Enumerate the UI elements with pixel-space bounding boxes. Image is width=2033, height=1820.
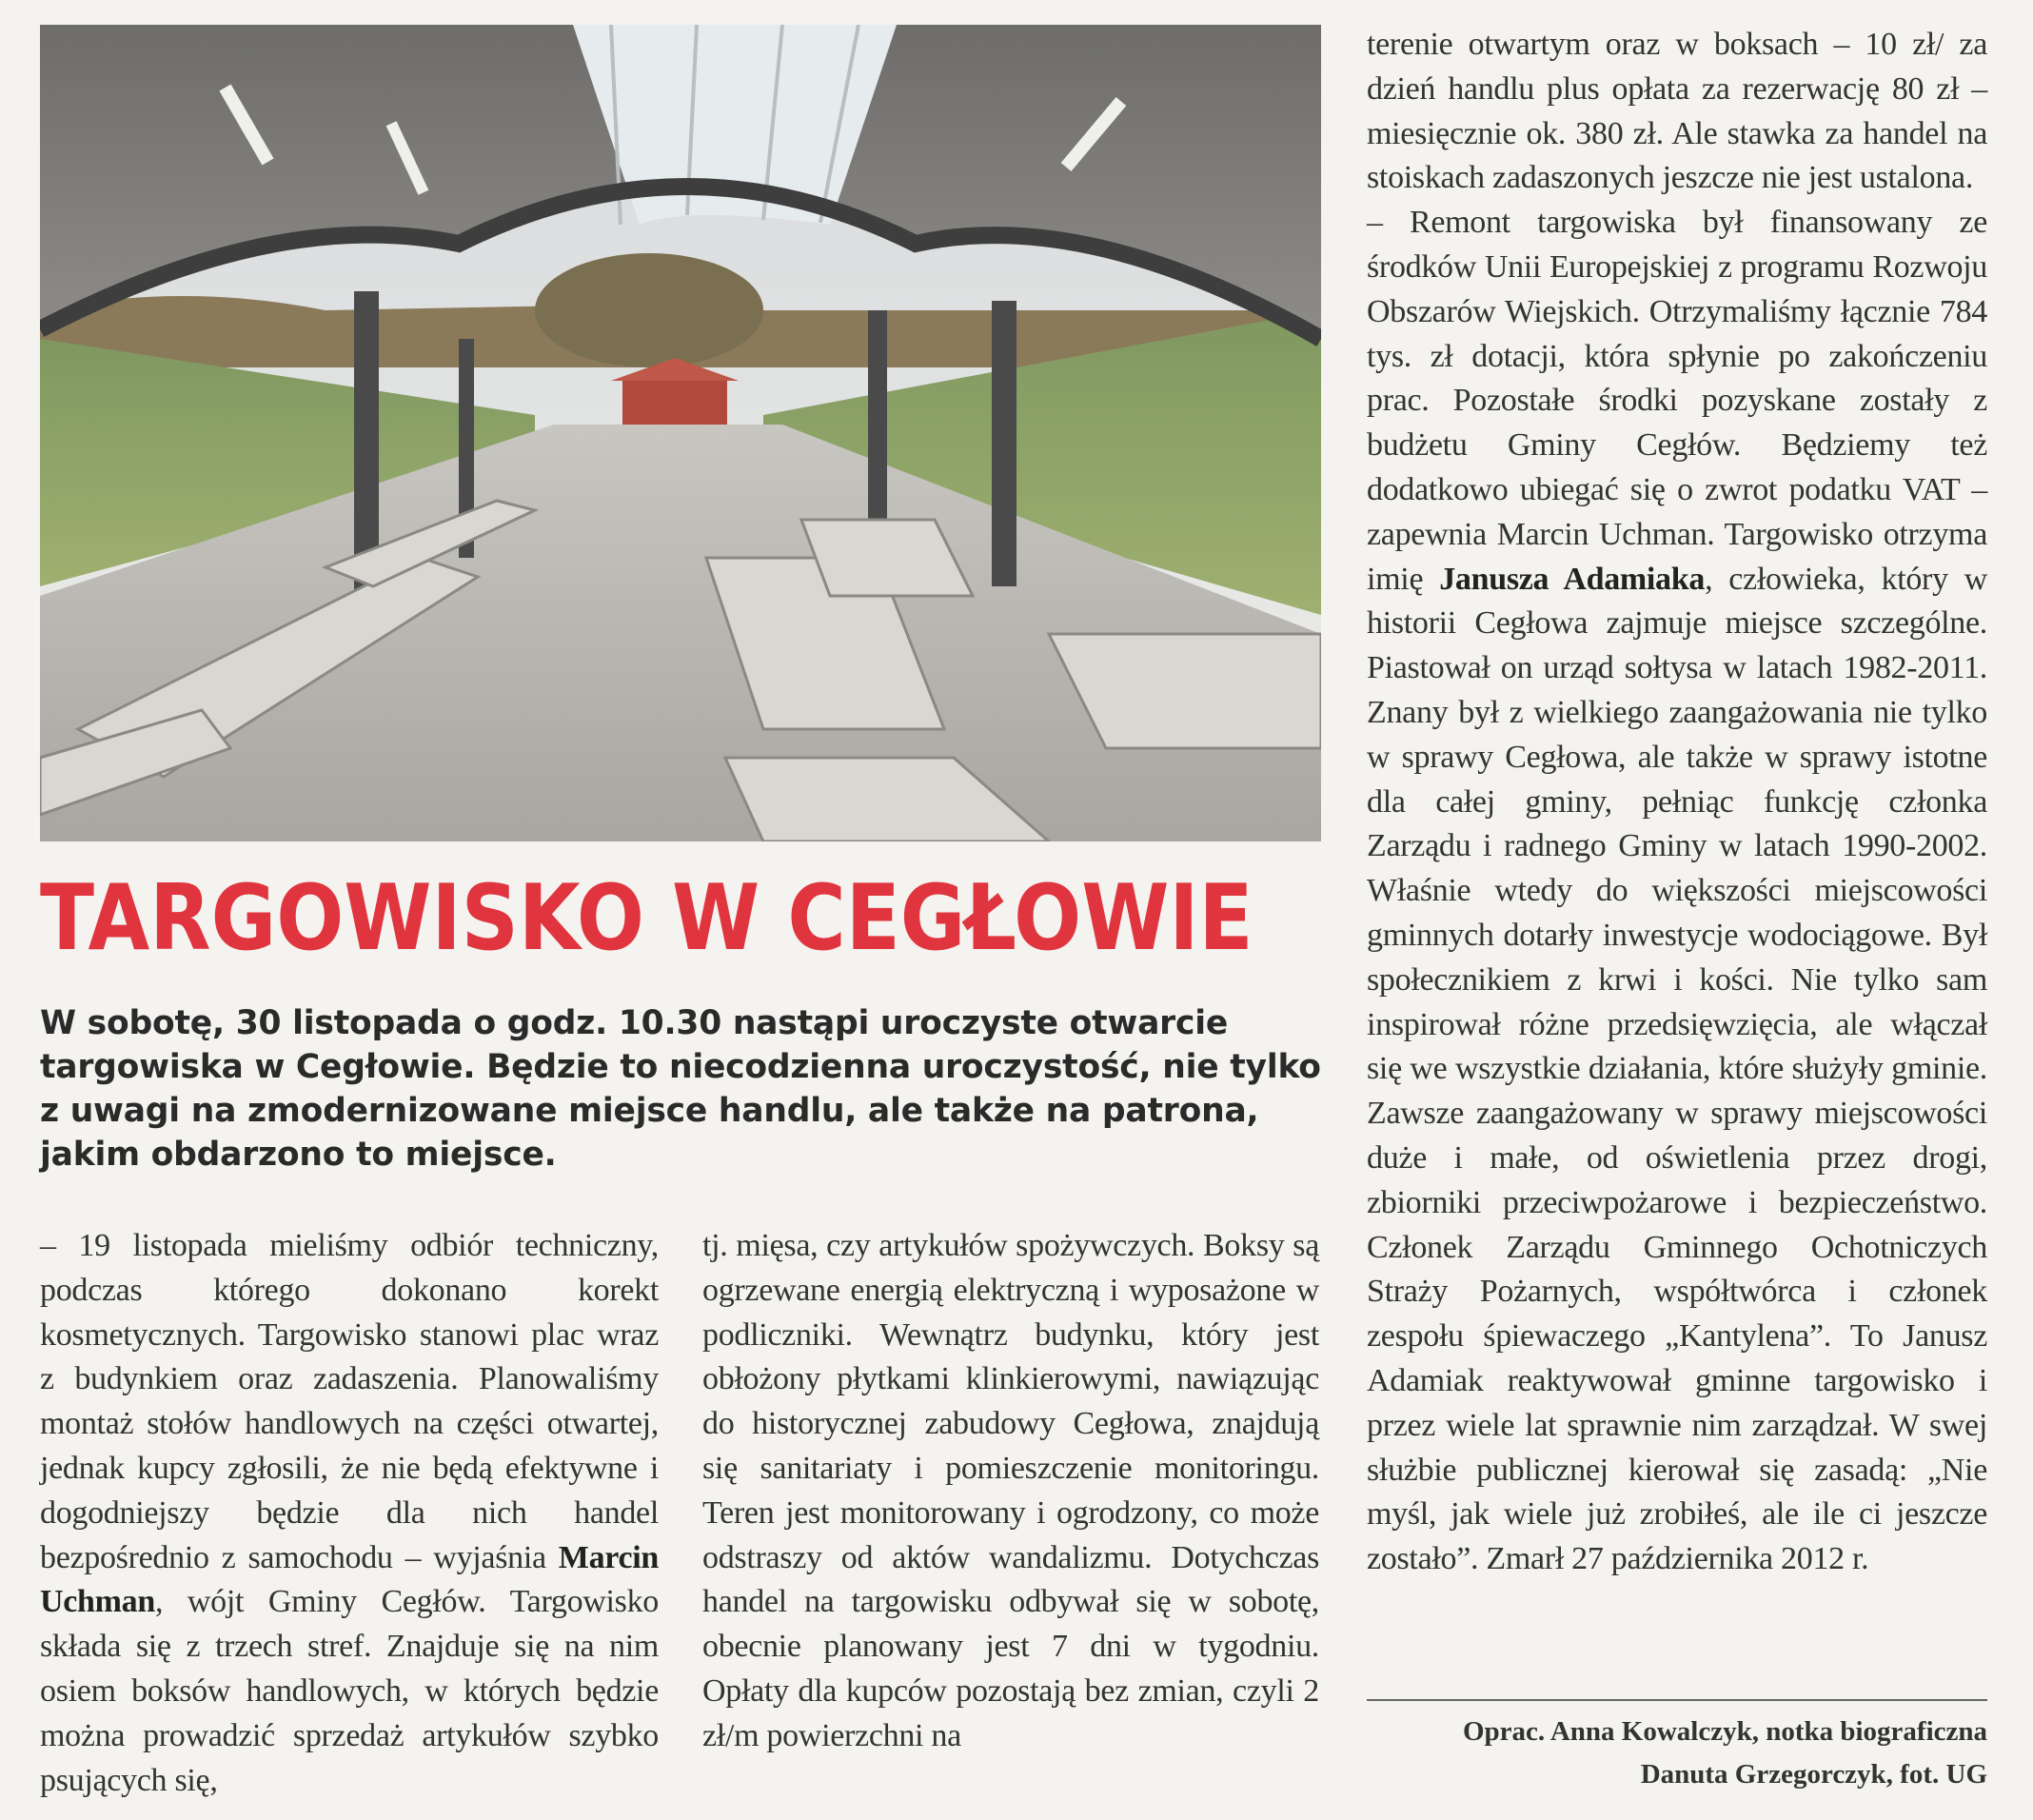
credit-divider bbox=[1367, 1699, 1987, 1701]
col1-text-a: – 19 listopada mieliśmy odbiór techniczny, podczas którego dokonano korekt kosmetycznych. Targowisko stanowi plac wraz z budynkiem oraz zadaszenia. Planowaliśmy montaż stołów handlowych na części otwartej, jednak kupcy zgłosili, że nie będą efektywne i dogodniejszy będzie dla nich handel bezpośrednio z samochodu – wyjaśnia bbox=[40, 1228, 659, 1575]
lead-paragraph: W sobotę, 30 listopada o godz. 10.30 nastąpi uroczyste otwarcie targowiska w Cegłowie. Będzie to niecodzienna uroczystość, nie tylko z uwagi na zmodernizowane miejsce handlu, ale także na patrona, jakim obdarzono to miejsce. bbox=[40, 1004, 1321, 1174]
body-column-3 bbox=[1367, 23, 1987, 1582]
market-photo-illustration bbox=[40, 25, 1321, 841]
body-column-2 bbox=[702, 1224, 1319, 1759]
col3-paragraph-1: terenie otwartym oraz w boksach – 10 zł/ za dzień handlu plus opłata za rezerwację 80 zł – miesięcznie ok. 380 zł. Ale stawka za handel na stoiskach zadaszonych jeszcze nie jest ustalona. bbox=[1367, 27, 1987, 196]
credit-line-2: Danuta Grzegorczyk, fot. UG bbox=[1640, 1759, 1987, 1790]
col3-text-b: – Remont targowiska był finansowany ze środków Unii Europejskiej z programu Rozwoju Obszarów Wiejskich. Otrzymaliśmy łącznie 784 tys. zł dotacji, która spłynie po zakończeniu prac. Pozostałe środki pozyskane zostały z budżetu Gminy Cegłów. Będziemy też dodatkowo ubiegać się o zwrot podatku VAT – zapewnia Marcin Uchman. Targowisko otrzyma imię bbox=[1367, 205, 1987, 597]
body-column-1 bbox=[40, 1224, 659, 1803]
col1-name-bold: Marcin Uchman bbox=[40, 1539, 659, 1620]
credit-line-1: Oprac. Anna Kowalczyk, notka biograficzna bbox=[1462, 1716, 1987, 1747]
col3-paragraph-2 bbox=[1367, 201, 1987, 1582]
col2-text: tj. mięsa, czy artykułów spożywczych. Boksy są ogrzewane energią elektryczną i wyposażone w podliczniki. Wewnątrz budynku, który jest obłożony płytkami klinkierowymi, nawiązując do historycznej zabudowy Cegłowa, znajdują się sanitariaty i pomieszczenie monitoringu. Teren jest monitorowany i ogrodzony, co może odstraszy od aktów wandalizmu. Dotychczas handel na targowisku odbywał się w sobotę, obecnie planowany jest 7 dni w tygodniu. Opłaty dla kupców pozostają bez zmian, czyli 2 zł/m powierzchni na bbox=[702, 1228, 1319, 1753]
headline: TARGOWISKO W CEGŁOWIE bbox=[40, 866, 1253, 971]
col3-text-c: , człowieka, który w historii Cegłowa zajmuje miejsce szczególne. Piastował on urząd sołtysa w latach 1982-2011. Znany był z wielkiego zaangażowania nie tylko w sprawy Cegłowa, ale także w sprawy istotne dla całej gminy, pełniąc funkcję członka Zarządu i radnego Gminy w latach 1990-2002. Właśnie wtedy do większości miejscowości gminnych dotarły inwestycje wodociągowe. Był społecznikiem z krwi i kości. Nie tylko sam inspirował różne przedsięwzięcia, ale włączał się we wszystkie działania, które służyły gminie. Zawsze zaangażowany w sprawy miejscowości duże i małe, od oświetlenia przez drogi, zbiorniki przeciwpożarowe i bezpieczeństwo. Członek Zarządu Gminnego Ochotniczych Straży Pożarnych, współtwórca i członek zespołu śpiewaczego „Kantylena”. To Janusz Adamiak reaktywował gminne targowisko i przez wiele lat sprawnie nim zarządzał. W swej służbie publicznej kierował się zasadą: „Nie myśl, jak wiele już zrobiłeś, ale ile ci jeszcze zostało”. Zmarł 27 października 2012 r. bbox=[1367, 561, 1987, 1577]
credit-block bbox=[1367, 1711, 1987, 1796]
market-photo bbox=[40, 25, 1321, 841]
col3-name-bold: Janusza Adamiaka bbox=[1439, 561, 1706, 597]
col1-text-b: , wójt Gminy Cegłów. Targowisko składa się z trzech stref. Znajduje się na nim osiem boksów handlowych, w których będzie można prowadzić sprzedaż artykułów szybko psujących się, bbox=[40, 1584, 659, 1798]
